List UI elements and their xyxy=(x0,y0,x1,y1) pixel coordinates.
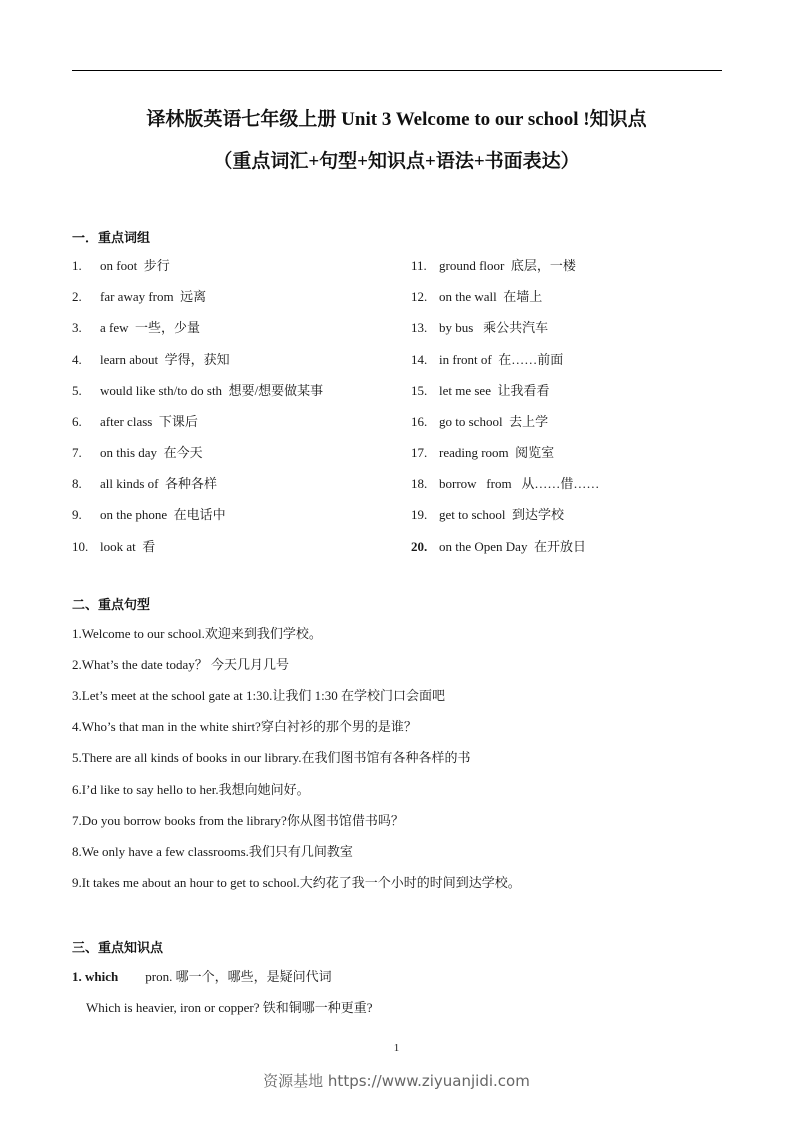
vocab-number: 11. xyxy=(411,258,427,273)
vocab-chinese: 学得，获知 xyxy=(164,352,230,367)
knowledge-point-word: 1. which xyxy=(72,969,119,984)
vocab-number: 1. xyxy=(72,258,82,273)
vocab-item xyxy=(72,506,226,524)
sentence-item: 5.There are all kinds of books in our library.在我们图书馆有各种各样的书 xyxy=(72,750,471,765)
vocab-english: in front of xyxy=(439,352,492,367)
vocab-english: by bus xyxy=(439,320,474,335)
vocab-english: far away from xyxy=(100,289,174,304)
vocab-english: learn about xyxy=(100,352,159,367)
sentence-item: 8.We only have a few classrooms.我们只有几间教室 xyxy=(72,844,353,859)
vocab-number: 7. xyxy=(72,445,82,460)
vocab-chinese: 在墙上 xyxy=(503,289,543,304)
vocab-number: 2. xyxy=(72,289,82,304)
vocab-chinese: 看 xyxy=(142,539,156,554)
sentence-item: 6.I’d like to say hello to her.我想向她问好。 xyxy=(72,782,310,797)
page-number: 1 xyxy=(393,1042,400,1054)
vocab-chinese: 从……借…… xyxy=(518,476,600,491)
sentence-item: 1.Welcome to our school.欢迎来到我们学校。 xyxy=(72,626,322,641)
vocab-item xyxy=(72,382,323,400)
vocab-chinese: 在开放日 xyxy=(533,539,586,554)
knowledge-point-1 xyxy=(72,968,332,986)
vocab-item xyxy=(411,382,550,400)
vocab-number: 16. xyxy=(411,414,428,429)
vocab-number: 6. xyxy=(72,414,82,429)
vocab-number: 13. xyxy=(411,320,428,335)
vocab-english: all kinds of xyxy=(100,476,159,491)
vocab-english: on this day xyxy=(100,445,158,460)
document-subtitle: （重点词汇+句型+知识点+语法+书面表达） xyxy=(213,151,580,172)
vocab-english: go to school xyxy=(439,414,503,429)
sentence-item: 9.It takes me about an hour to get to school.大约花了我一个小时的时间到达学校。 xyxy=(72,875,521,890)
vocab-english: let me see xyxy=(439,383,491,398)
vocab-chinese: 到达学校 xyxy=(511,507,564,522)
vocab-chinese: 在……前面 xyxy=(498,352,564,367)
vocab-english: get to school xyxy=(439,507,506,522)
vocab-item xyxy=(72,351,230,369)
vocab-chinese: 在今天 xyxy=(163,445,203,460)
knowledge-point-definition: pron. 哪一个，哪些，是疑问代词 xyxy=(145,969,332,984)
vocab-english: would like sth/to do sth xyxy=(100,383,223,398)
vocab-number: 3. xyxy=(72,320,82,335)
vocab-chinese: 乘公共汽车 xyxy=(479,320,549,335)
vocab-number: 15. xyxy=(411,383,428,398)
sentence-item: 2.What’s the date today？ 今天几月几号 xyxy=(72,657,289,672)
vocab-chinese: 步行 xyxy=(143,258,170,273)
vocab-item xyxy=(411,257,576,275)
watermark: 资源基地 https://www.ziyuanjidi.com xyxy=(263,1072,530,1090)
vocab-number: 8. xyxy=(72,476,82,491)
vocab-english: borrow from xyxy=(439,476,512,491)
vocab-item xyxy=(72,475,217,493)
sentence-item: 4.Who’s that man in the white shirt?穿白衬衫的那个男的是谁？ xyxy=(72,719,417,734)
vocab-item xyxy=(411,444,554,462)
document-title: 译林版英语七年级上册 Unit 3 Welcome to our school !知识点 xyxy=(146,109,647,130)
vocab-number: 20. xyxy=(411,539,428,554)
vocab-number: 18. xyxy=(411,476,428,491)
vocab-item xyxy=(72,257,170,275)
vocab-english: look at xyxy=(100,539,136,554)
vocab-item xyxy=(411,288,542,306)
vocab-chinese: 让我看看 xyxy=(497,383,550,398)
vocab-english: a few xyxy=(100,320,129,335)
vocab-item xyxy=(411,475,599,493)
vocab-number: 14. xyxy=(411,352,428,367)
section-heading-phrases: 一．重点词组 xyxy=(72,230,151,245)
vocab-english: on foot xyxy=(100,258,138,273)
vocab-item xyxy=(72,288,206,306)
vocab-item xyxy=(411,506,564,524)
vocab-number: 5. xyxy=(72,383,82,398)
vocab-chinese: 底层，一楼 xyxy=(510,258,576,273)
vocab-item xyxy=(411,351,563,369)
vocab-english: reading room xyxy=(439,445,509,460)
sentence-item: 3.Let’s meet at the school gate at 1:30.让我们 1:30 在学校门口会面吧 xyxy=(72,688,445,703)
sentence-item: 7.Do you borrow books from the library?你从图书馆借书吗？ xyxy=(72,813,404,828)
vocab-number: 9. xyxy=(72,507,82,522)
vocab-chinese: 阅览室 xyxy=(515,445,555,460)
vocab-english: on the wall xyxy=(439,289,497,304)
section-heading-knowledge-points: 三、重点知识点 xyxy=(72,940,164,955)
vocab-number: 12. xyxy=(411,289,428,304)
vocab-number: 10. xyxy=(72,539,89,554)
vocab-chinese: 一些，少量 xyxy=(135,320,201,335)
vocab-chinese: 去上学 xyxy=(509,414,549,429)
vocab-item xyxy=(72,538,155,556)
vocab-english: on the phone xyxy=(100,507,168,522)
vocab-number: 17. xyxy=(411,445,428,460)
knowledge-point-example: Which is heavier, iron or copper? 铁和铜哪一种更重? xyxy=(86,1000,373,1015)
vocab-english: on the Open Day xyxy=(439,539,528,554)
vocab-english: after class xyxy=(100,414,153,429)
vocab-item xyxy=(72,413,198,431)
vocab-chinese: 想要/想要做某事 xyxy=(228,383,324,398)
vocab-item xyxy=(411,538,586,556)
vocab-chinese: 各种各样 xyxy=(165,476,218,491)
vocab-number: 19. xyxy=(411,507,428,522)
vocab-chinese: 远离 xyxy=(180,289,207,304)
vocab-chinese: 在电话中 xyxy=(173,507,226,522)
vocab-chinese: 下课后 xyxy=(158,414,198,429)
vocab-item xyxy=(411,319,548,337)
vocab-item xyxy=(72,444,203,462)
vocab-english: ground floor xyxy=(439,258,505,273)
section-heading-sentences: 二、重点句型 xyxy=(72,597,151,612)
header-rule xyxy=(72,70,722,71)
vocab-item xyxy=(72,319,200,337)
vocab-item xyxy=(411,413,548,431)
vocab-number: 4. xyxy=(72,352,82,367)
